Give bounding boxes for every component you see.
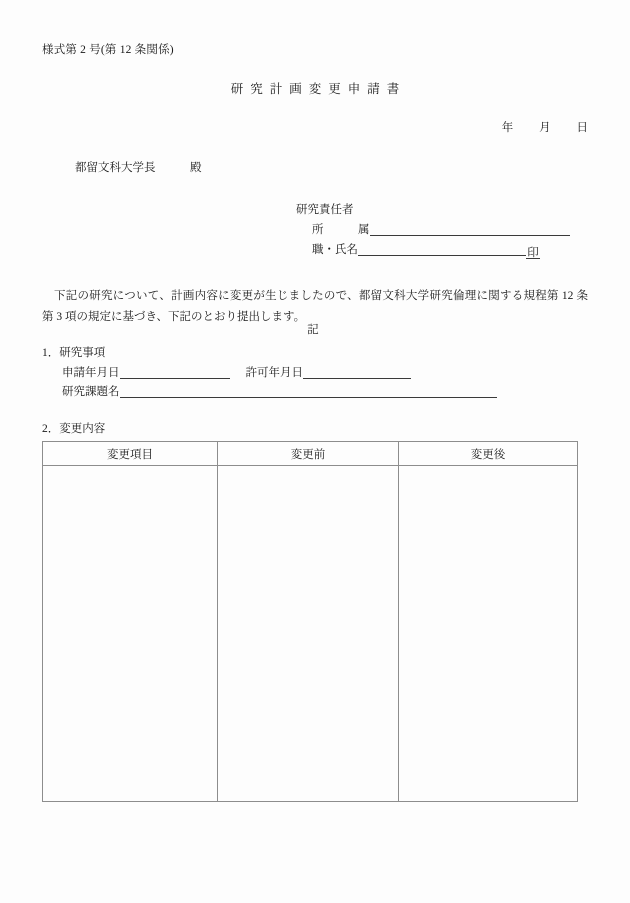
application-date-label: 申請年月日 xyxy=(62,367,120,379)
name-field[interactable] xyxy=(358,241,526,256)
dates-row xyxy=(42,364,497,383)
column-header-change-item: 変更項目 xyxy=(43,442,218,466)
researcher-block xyxy=(296,201,570,261)
affiliation-row xyxy=(296,221,570,241)
research-title-field[interactable] xyxy=(120,383,497,398)
approval-date-field[interactable] xyxy=(303,364,411,379)
table-body xyxy=(43,466,578,802)
section2-heading: 2．変更内容 xyxy=(42,423,106,435)
cell-change-item[interactable] xyxy=(43,466,218,802)
table-row xyxy=(43,466,578,802)
table-header xyxy=(43,442,578,466)
researcher-heading-label: 研究責任者 xyxy=(296,204,354,216)
name-label: 職・氏名 xyxy=(312,244,358,256)
addressee-line: 都留文科大学長 殿 xyxy=(75,162,202,174)
affiliation-label: 所 属 xyxy=(312,224,370,236)
section1-fields xyxy=(42,364,497,402)
body-paragraph-text: 下記の研究について、計画内容に変更が生じましたので、都留文科大学研究倫理に関する規程第 12 条第 3 項の規定に基づき、下記のとおり提出します。 xyxy=(42,290,588,323)
research-title-row xyxy=(42,383,497,402)
table-header-row xyxy=(43,442,578,466)
research-title-label: 研究課題名 xyxy=(62,386,120,398)
change-content-table xyxy=(42,441,578,802)
approval-date-label: 許可年月日 xyxy=(245,367,303,379)
application-date-field[interactable] xyxy=(120,364,230,379)
date-line: 年 月 日 xyxy=(501,122,588,134)
column-header-after: 変更後 xyxy=(399,442,578,466)
ki-mark: 記 xyxy=(307,324,319,336)
seal-label: 印 xyxy=(526,244,540,259)
cell-after[interactable] xyxy=(399,466,578,802)
cell-before[interactable] xyxy=(218,466,399,802)
form-number: 様式第 2 号(第 12 条関係) xyxy=(42,44,174,56)
column-header-before: 変更前 xyxy=(218,442,399,466)
section1-heading: 1．研究事項 xyxy=(42,347,106,359)
page-title: 研究計画変更申請書 xyxy=(230,82,407,96)
researcher-heading xyxy=(296,201,570,221)
name-row xyxy=(296,241,570,261)
affiliation-field[interactable] xyxy=(370,221,570,236)
